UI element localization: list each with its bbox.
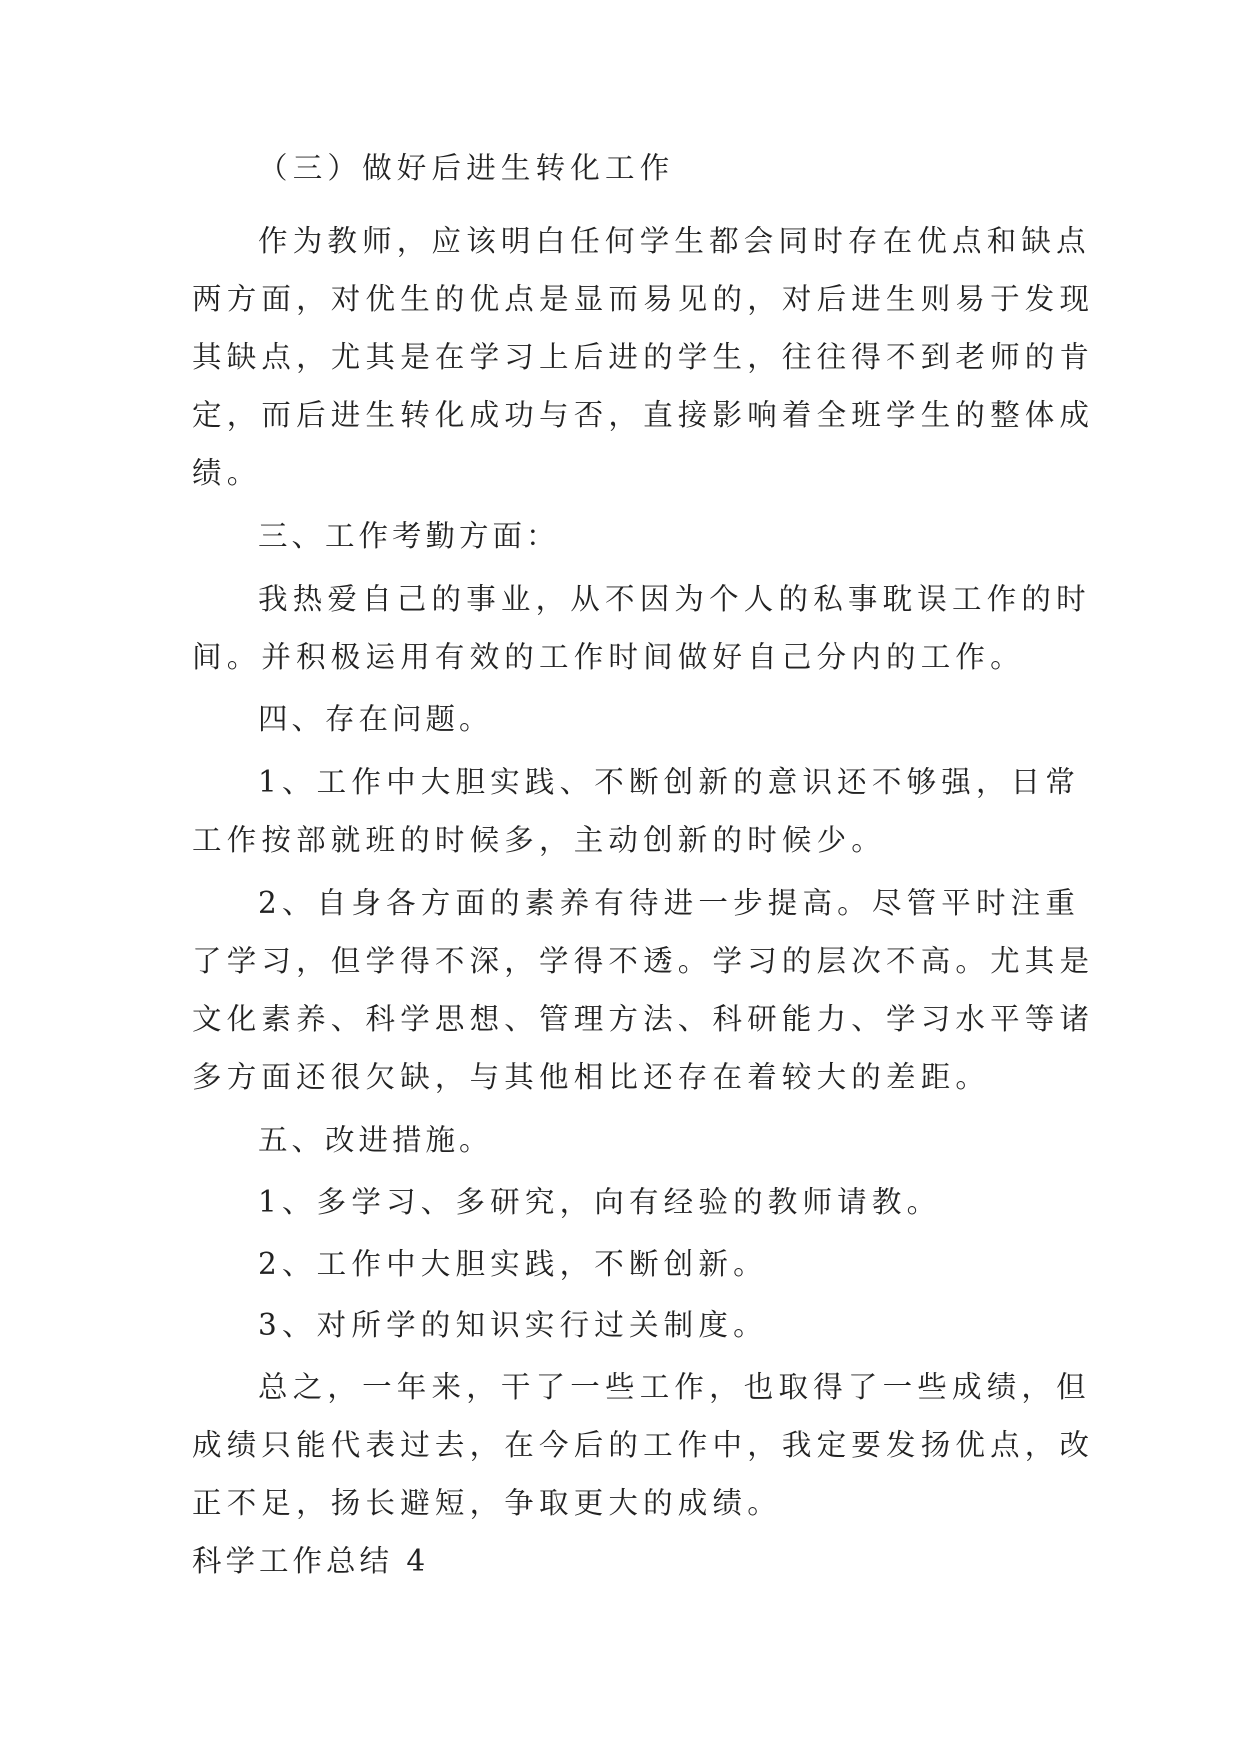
list-item: 1、多学习、多研究，向有经验的教师请教。 [258,1185,942,1219]
paragraph-line: 正不足，扬长避短，争取更大的成绩。 [192,1486,782,1520]
paragraph-line: 两方面，对优生的优点是显而易见的，对后进生则易于发现 [192,282,1095,316]
list-item: 1、工作中大胆实践、不断创新的意识还不够强，日常 [258,765,1081,799]
paragraph-line: 总之，一年来，干了一些工作，也取得了一些成绩，但 [258,1370,1091,1404]
list-item: 3、对所学的知识实行过关制度。 [258,1308,768,1342]
paragraph-line: 作为教师，应该明白任何学生都会同时存在优点和缺点 [258,224,1091,258]
section-heading-improvements: 五、改进措施。 [258,1123,493,1157]
paragraph-line: 了学习，但学得不深，学得不透。学习的层次不高。尤其是 [192,944,1095,978]
paragraph-line: 其缺点，尤其是在学习上后进的学生，往往得不到老师的肯 [192,340,1095,374]
section-heading-problems: 四、存在问题。 [258,702,493,736]
paragraph-line: 工作按部就班的时候多，主动创新的时候少。 [192,823,887,857]
paragraph-line: 文化素养、科学思想、管理方法、科研能力、学习水平等诸 [192,1002,1095,1036]
section-heading-attendance: 三、工作考勤方面： [258,519,560,553]
paragraph-line: 成绩只能代表过去，在今后的工作中，我定要发扬优点，改 [192,1428,1095,1462]
next-section-title: 科学工作总结 4 [192,1544,430,1578]
paragraph-line: 绩。 [192,456,262,490]
section-heading-backward-students: （三）做好后进生转化工作 [258,151,675,185]
list-item: 2、自身各方面的素养有待进一步提高。尽管平时注重 [258,886,1081,920]
paragraph-line: 多方面还很欠缺，与其他相比还存在着较大的差距。 [192,1060,991,1094]
paragraph-line: 间。并积极运用有效的工作时间做好自己分内的工作。 [192,640,1025,674]
list-item: 2、工作中大胆实践，不断创新。 [258,1247,768,1281]
paragraph-line: 我热爱自己的事业，从不因为个人的私事耽误工作的时 [258,582,1091,616]
paragraph-line: 定，而后进生转化成功与否，直接影响着全班学生的整体成 [192,398,1095,432]
